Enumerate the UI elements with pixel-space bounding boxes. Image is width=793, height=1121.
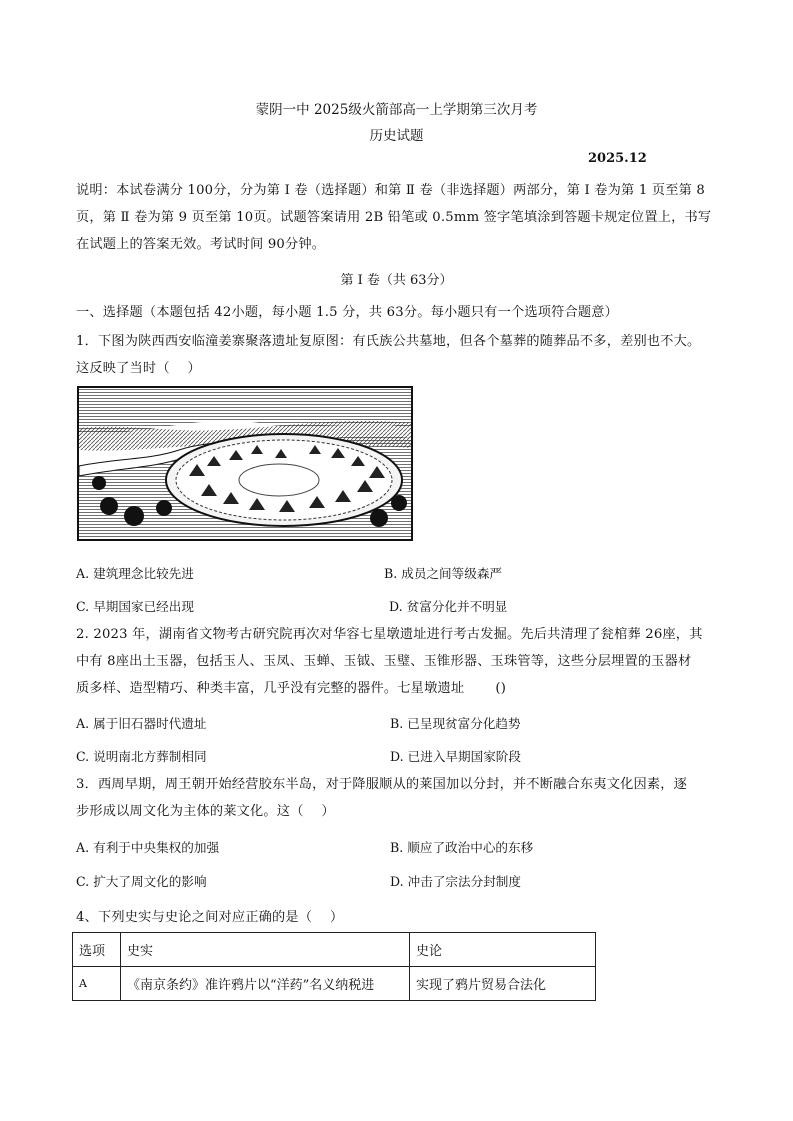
table-cell: 《南京条约》准许鸦片以“洋药”名义纳税进 [121, 967, 410, 1001]
option-a[interactable]: A. 建筑理念比较先进 [76, 566, 194, 581]
option-a[interactable]: A. 属于旧石器时代遗址 [76, 716, 207, 731]
question-2-stem: 2. 2023 年，湖南省文物考古研究院再次对华容七星墩遗址进行考古发掘。先后共清理了瓮棺葬 26座，其 [76, 627, 703, 642]
table-cell: A [73, 967, 121, 1001]
option-a[interactable]: A. 有利于中央集权的加强 [76, 840, 220, 855]
option-c[interactable]: C. 早期国家已经出现 [76, 599, 194, 614]
question-1-stem: 1．下图为陕西西安临潼姜寨聚落遗址复原图：有氏族公共墓地，但各个墓葬的随葬品不多，差别也不大。 [76, 334, 701, 349]
table-header-cell: 史实 [121, 933, 410, 967]
option-b[interactable]: B. 已呈现贫富分化趋势 [390, 716, 521, 731]
table-row [73, 967, 596, 1001]
table-header-row [73, 933, 596, 967]
exam-date: 2025.12 [588, 151, 647, 166]
question-1-stem: 这反映了当时（ ） [76, 361, 201, 376]
question-3-stem: 步形成以周文化为主体的莱文化。这（ ） [76, 804, 335, 819]
question-3-stem: 3．西周早期，周王朝开始经营胶东半岛，对于降服顺从的莱国加以分封，并不断融合东夷文化因素，逐 [76, 777, 688, 792]
instructions-line: 在试题上的答案无效。考试时间 90分钟。 [76, 237, 326, 252]
section-title: 第 Ⅰ 卷（共 63分） [340, 273, 453, 288]
settlement-illustration [77, 386, 413, 541]
option-d[interactable]: D. 冲击了宗法分封制度 [390, 874, 521, 889]
exam-title: 蒙阴一中 2025级火箭部高一上学期第三次月考 [255, 102, 538, 118]
table-cell: 实现了鸦片贸易合法化 [410, 967, 596, 1001]
settlement-drawing [79, 388, 411, 539]
option-d[interactable]: D. 贫富分化并不明显 [389, 599, 508, 614]
question-2-stem: 中有 8座出土玉器，包括玉人、玉凤、玉蝉、玉钺、玉璧、玉锥形器、玉珠管等，这些分层埋置的玉器材 [76, 654, 692, 669]
option-b[interactable]: B. 成员之间等级森严 [384, 566, 503, 581]
instructions-line: 说明：本试卷满分 100分，分为第 Ⅰ 卷（选择题）和第 Ⅱ 卷（非选择题）两部分，第 Ⅰ 卷为第 1 页至第 8 [76, 183, 705, 198]
exam-subtitle: 历史试题 [369, 128, 424, 144]
option-c[interactable]: C. 说明南北方葬制相同 [76, 749, 207, 764]
question-4-table [72, 932, 596, 1001]
question-4-stem: 4、下列史实与史论之间对应正确的是（ ） [76, 910, 344, 925]
part-heading: 一、选择题（本题包括 42小题，每小题 1.5 分，共 63分。每小题只有一个选项符合题意） [76, 305, 619, 320]
option-d[interactable]: D. 已进入早期国家阶段 [390, 749, 521, 764]
question-2-stem: 质多样、造型精巧、种类丰富，几乎没有完整的器件。七星墩遗址 () [76, 681, 507, 696]
option-c[interactable]: C. 扩大了周文化的影响 [76, 874, 207, 889]
option-b[interactable]: B. 顺应了政治中心的东移 [390, 840, 534, 855]
table-header-cell: 史论 [410, 933, 596, 967]
instructions-line: 页，第 Ⅱ 卷为第 9 页至第 10页。试题答案请用 2B 铅笔或 0.5mm 签字笔填涂到答题卡规定位置上，书写 [76, 210, 712, 225]
table-header-cell: 选项 [73, 933, 121, 967]
